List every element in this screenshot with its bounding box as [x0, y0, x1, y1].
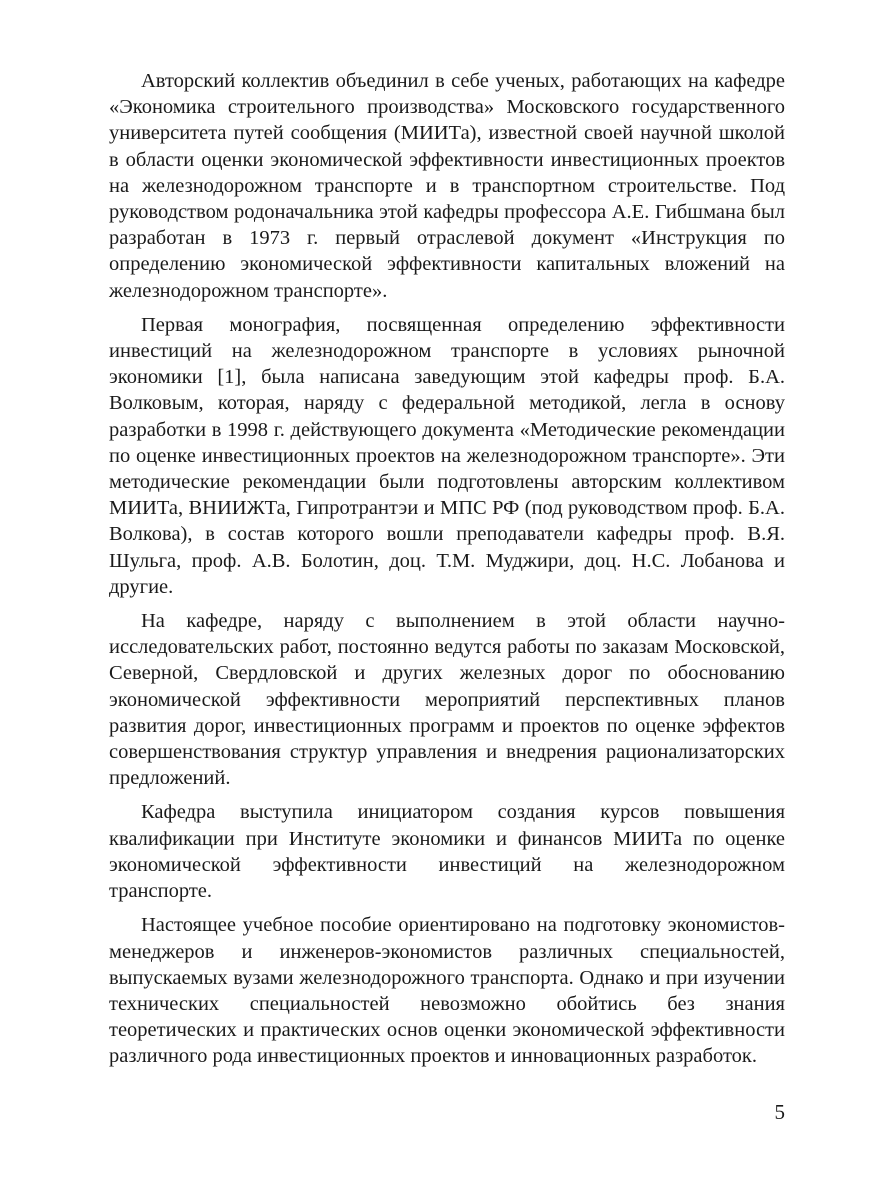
paragraph-2: Первая монография, посвященная определению эффективности инвестиций на железнодорожном транспорте в условиях рыночной экономики [1], была написана заведующим этой кафедры проф. Б.А. Волковым, которая, наряду с федеральной методикой, легла в основу разработки в 1998 г. действующего документа «Методические рекомендации по оценке инвестиционных проектов на железнодорожном транспорте». Эти методические рекомендации были подготовлены авторским коллективом МИИТа, ВНИИЖТа, Гипротрантэи и МПС РФ (под руководством проф. Б.А. Волкова), в состав которого вошли преподаватели кафедры проф. В.Я. Шульга, проф. А.В. Болотин, доц. Т.М. Муджири, доц. Н.С. Лобанова и другие.	[109, 313, 785, 598]
page-body	[109, 68, 785, 1078]
paragraph-3: На кафедре, наряду с выполнением в этой области научно-исследовательских работ, постоянно ведутся работы по заказам Московской, Северной, Свердловской и других железных дорог по обоснованию экономической эффективности мероприятий перспективных планов развития дорог, инвестиционных программ и проектов по оценке эффектов совершенствования структур управления и внедрения рационализаторских предложений.	[109, 610, 785, 790]
paragraph-5: Настоящее учебное пособие ориентировано на подготовку экономистов-менеджеров и инженеров-экономистов различных специальностей, выпускаемых вузами железнодорожного транспорта. Однако и при изучении технических специальностей невозможно обойтись без знания теоретических и практических основ оценки экономической эффективности различного рода инвестиционных проектов и инновационных разработок.	[109, 914, 785, 1068]
paragraph-4: Кафедра выступила инициатором создания курсов повышения квалификации при Институте экономики и финансов МИИТа по оценке экономической эффективности инвестиций на железнодорожном транспорте.	[109, 801, 785, 903]
paragraph-1: Авторский коллектив объединил в себе ученых, работающих на кафедре «Экономика строительного производства» Московского государственного университета путей сообщения (МИИТа), известной своей научной школой в области оценки экономической эффективности инвестиционных проектов на железнодорожном транспорте и в транспортном строительстве. Под руководством родоначальника этой кафедры профессора А.Е. Гибшмана был разработан в 1973 г. первый отраслевой документ «Инструкция по определению экономической эффективности капитальных вложений на железнодорожном транспорте».	[109, 70, 785, 302]
page-number: 5	[774, 1100, 785, 1124]
